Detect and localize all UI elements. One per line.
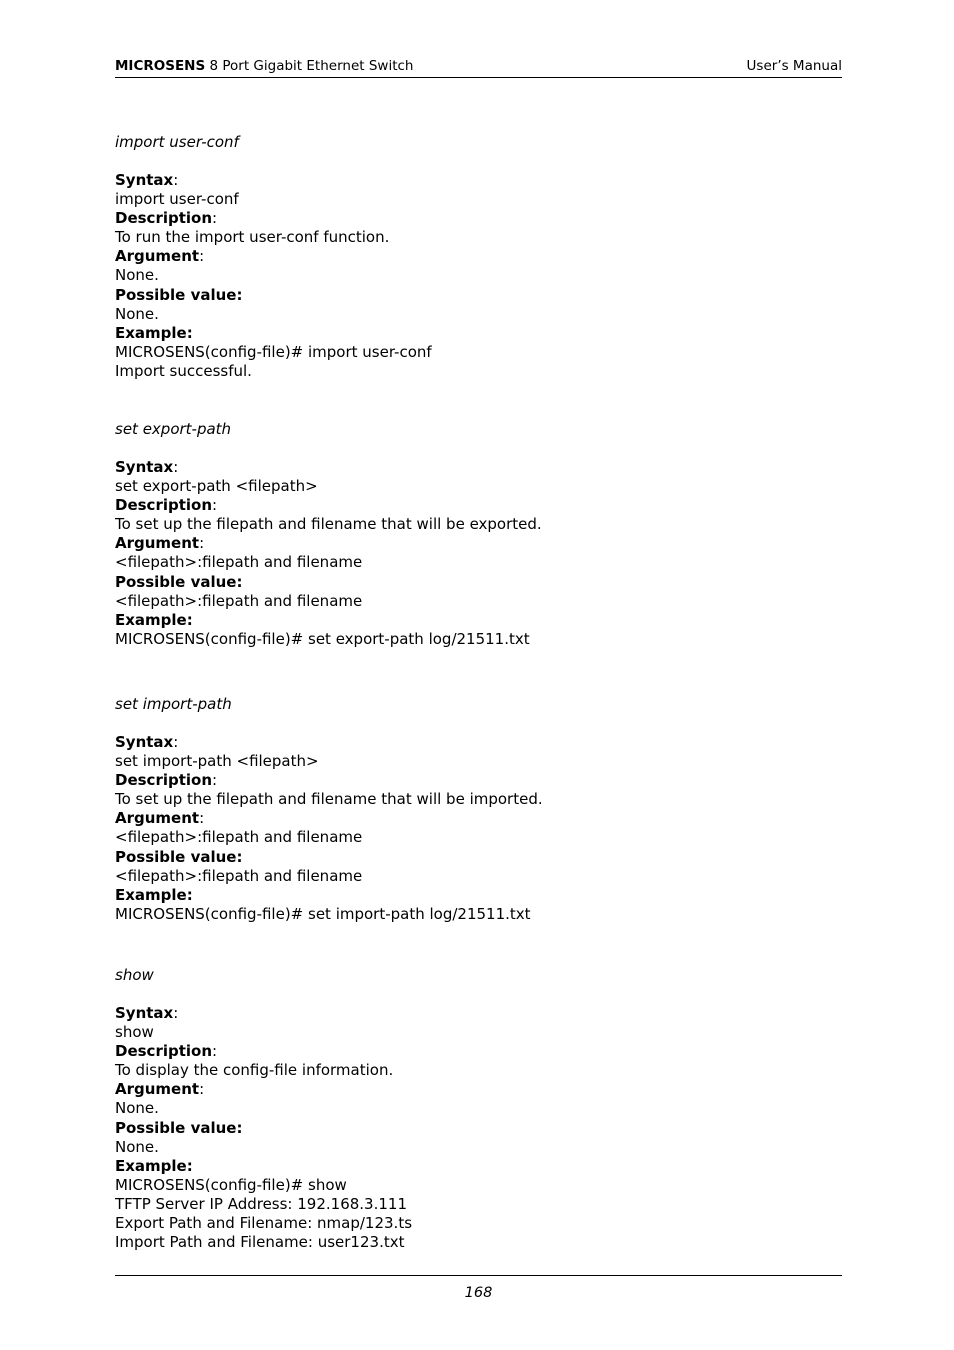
- possible-value-value: <filepath>:filepath and filename: [115, 866, 363, 885]
- description-label: Description:: [115, 209, 218, 228]
- example-line: MICROSENS(config-file)# import user-conf: [115, 342, 432, 361]
- description-label: Description:: [115, 1042, 218, 1061]
- command-heading: set export-path: [115, 420, 232, 438]
- example-line: MICROSENS(config-file)# set export-path log/21511.txt: [115, 629, 530, 648]
- command-section-set-import-path: [115, 695, 842, 924]
- command-section-set-export-path: [115, 420, 842, 649]
- example-label: Example:: [115, 610, 193, 629]
- argument-label: Argument:: [115, 1080, 205, 1099]
- command-section-show: [115, 966, 842, 1252]
- syntax-label: Syntax:: [115, 458, 179, 476]
- description-label: Description:: [115, 496, 218, 515]
- possible-value-label: Possible value:: [115, 285, 243, 304]
- example-line: TFTP Server IP Address: 192.168.3.111: [115, 1194, 407, 1213]
- footer-divider: [115, 1275, 842, 1276]
- syntax-label: Syntax:: [115, 171, 179, 189]
- argument-value: <filepath>:filepath and filename: [115, 553, 363, 572]
- syntax-value: show: [115, 1023, 154, 1042]
- syntax-value: set export-path <filepath>: [115, 477, 318, 496]
- syntax-value: import user-conf: [115, 190, 239, 209]
- argument-value: None.: [115, 1099, 159, 1118]
- header-manual-label: User’s Manual: [746, 58, 842, 74]
- example-line: MICROSENS(config-file)# show: [115, 1175, 347, 1194]
- possible-value-value: <filepath>:filepath and filename: [115, 591, 363, 610]
- command-section-import-user-conf: [115, 133, 842, 381]
- description-value: To set up the filepath and filename that will be imported.: [115, 790, 543, 809]
- page-number: 168: [464, 1285, 493, 1301]
- header-brand: MICROSENS: [115, 58, 206, 74]
- example-line: MICROSENS(config-file)# set import-path log/21511.txt: [115, 904, 531, 923]
- possible-value-value: None.: [115, 1137, 159, 1156]
- argument-label: Argument:: [115, 534, 205, 553]
- description-label: Description:: [115, 771, 218, 790]
- argument-value: None.: [115, 266, 159, 285]
- possible-value-label: Possible value:: [115, 847, 243, 866]
- syntax-value: set import-path <filepath>: [115, 752, 319, 771]
- description-value: To set up the filepath and filename that will be exported.: [115, 515, 542, 534]
- page-header: [115, 57, 842, 78]
- example-line: Export Path and Filename: nmap/123.ts: [115, 1214, 413, 1233]
- command-heading: set import-path: [115, 695, 232, 713]
- argument-label: Argument:: [115, 809, 205, 828]
- description-value: To run the import user-conf function.: [115, 228, 390, 247]
- argument-label: Argument:: [115, 247, 205, 266]
- syntax-label: Syntax:: [115, 733, 179, 751]
- example-label: Example:: [115, 1156, 193, 1175]
- description-value: To display the config-file information.: [115, 1061, 394, 1080]
- possible-value-label: Possible value:: [115, 572, 243, 591]
- possible-value-label: Possible value:: [115, 1118, 243, 1137]
- syntax-label: Syntax:: [115, 1004, 179, 1022]
- command-heading: import user-conf: [115, 133, 239, 151]
- example-label: Example:: [115, 885, 193, 904]
- command-heading: show: [115, 966, 154, 984]
- header-product: 8 Port Gigabit Ethernet Switch: [205, 58, 414, 74]
- example-label: Example:: [115, 323, 193, 342]
- possible-value-value: None.: [115, 304, 159, 323]
- argument-value: <filepath>:filepath and filename: [115, 828, 363, 847]
- example-line: Import Path and Filename: user123.txt: [115, 1233, 405, 1252]
- example-line: Import successful.: [115, 361, 252, 380]
- header-title: [115, 57, 413, 75]
